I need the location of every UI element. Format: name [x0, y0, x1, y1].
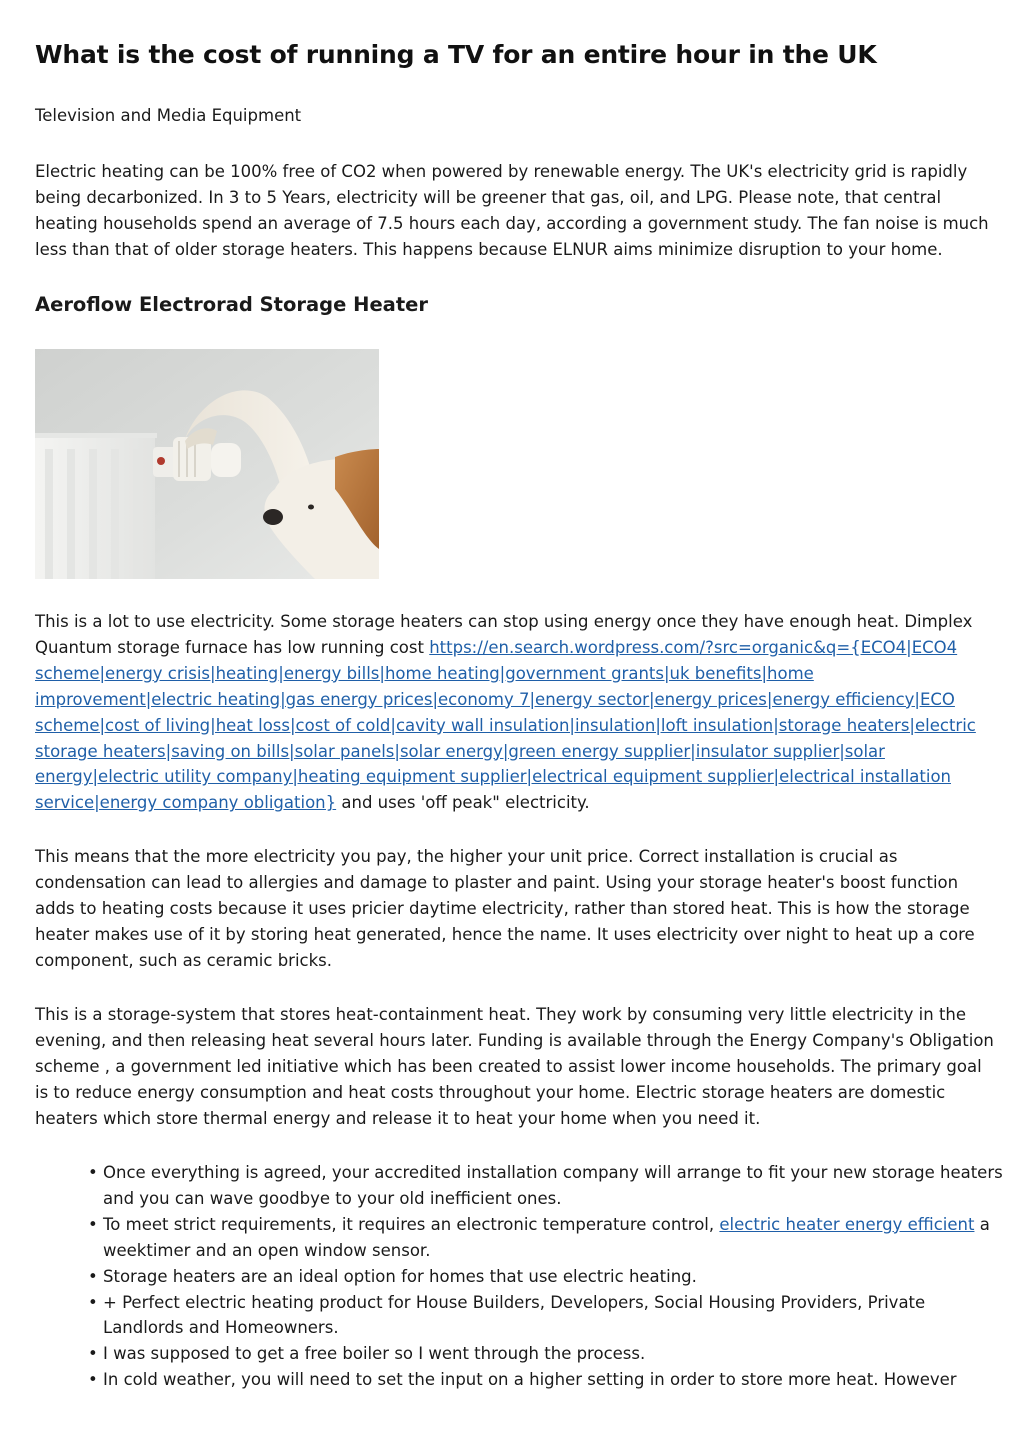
bullet-list — [86, 1160, 1003, 1393]
list-item: • + Perfect electric heating product for House Builders, Developers, Social Housing Providers, Private Landlords and Homeowners. — [103, 1290, 1003, 1342]
category-label: Television and Media Equipment — [35, 106, 302, 125]
list-item: • Once everything is agreed, your accredited installation company will arrange to fit your new storage heaters and you can wave goodbye to your old inefficient ones. — [103, 1160, 1003, 1212]
list-item: • Storage heaters are an ideal option for homes that use electric heating. — [103, 1264, 1003, 1290]
list-item-text-before-link: To meet strict requirements, it requires an electronic temperature control, — [103, 1214, 720, 1234]
list-item — [103, 1212, 1003, 1264]
list-item: • I was supposed to get a free boiler so I went through the process. — [103, 1341, 1003, 1367]
body-paragraph: This is a storage-system that stores heat-containment heat. They work by consuming very little electricity in the evening, and then releasing heat several hours later. Funding is available through the Energy Company's Obligation scheme , a government led initiative which has been created to assist lower income households. The primary goal is to reduce energy consumption and heat costs throughout your home. Electric storage heaters are domestic heaters which store thermal energy and release it to heat your home when you need it. — [35, 1005, 994, 1128]
paragraph-text-before-link: This is a lot to use electricity. Some storage heaters can stop using energy once they have enough heat. Dimplex Quantum storage furnace has low running cost — [35, 612, 973, 657]
intro-paragraph: Electric heating can be 100% free of CO2 when powered by renewable energy. The UK's electricity grid is rapidly being decarbonized. In 3 to 5 Years, electricity will be greener that gas, oil, and LPG. Please note, that central heating households spend an average of 7.5 hours each day, according a government study. The fan noise is much less than that of older storage heaters. This happens because ELNUR aims minimize disruption to your home. — [35, 162, 989, 259]
section-heading: Aeroflow Electrorad Storage Heater — [35, 293, 429, 316]
list-item: • In cold weather, you will need to set the input on a higher setting in order to store more heat. However — [103, 1367, 1003, 1393]
dog-radiator-photo — [35, 349, 379, 579]
paragraph-text-after-link: and uses 'off peak" electricity. — [336, 793, 590, 813]
list-item-text-after-link: a weektimer and an open window sensor. — [103, 1214, 990, 1260]
search-link[interactable]: https://en.search.wordpress.com/?src=organic&q={ECO4|ECO4 scheme|energy crisis|heating|energy bills|home heating|government grants|uk benefits|home improvement|electric heating|gas energy prices|economy 7|energy sector|energy prices|energy efficiency|ECO scheme|cost of living|heat loss|cost of cold|cavity wall insulation|insulation|loft insulation|storage heaters|electric storage heaters|saving on bills|solar panels|solar energy|green energy supplier|insulator supplier|solar energy|electric utility company|heating equipment supplier|electrical equipment supplier|electrical installation service|energy company obligation} — [35, 637, 976, 813]
paragraph-with-link — [35, 609, 995, 816]
page-title: What is the cost of running a TV for an entire hour in the UK — [35, 40, 877, 69]
body-paragraph: This means that the more electricity you pay, the higher your unit price. Correct installation is crucial as condensation can lead to allergies and damage to plaster and paint. Using your storage heater's boost function adds to heating costs because it uses pricier daytime electricity, rather than stored heat. This is how the storage heater makes use of it by storing heat generated, hence the name. It uses electricity over night to heat up a core component, such as ceramic bricks. — [35, 847, 975, 970]
energy-efficient-link[interactable]: electric heater energy efficient — [719, 1214, 975, 1234]
